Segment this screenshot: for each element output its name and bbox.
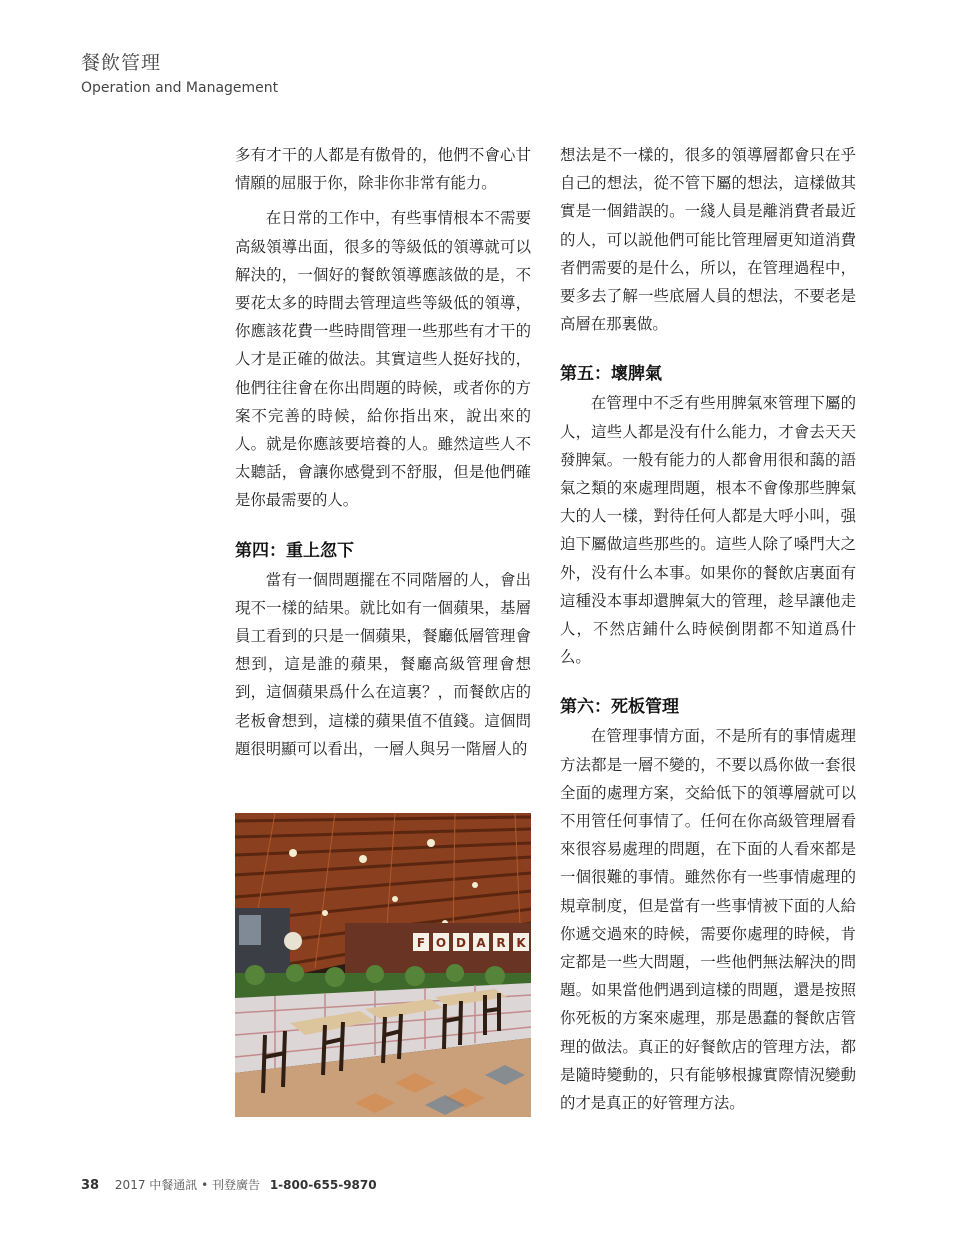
page-number: 38 bbox=[81, 1178, 100, 1193]
running-header bbox=[81, 48, 278, 96]
section-heading-5: 第五：壞脾氣 bbox=[560, 364, 662, 385]
section-heading-4: 第四：重上忽下 bbox=[235, 540, 354, 561]
paragraph: 在管理事情方面，不是所有的事情處理方法都是一層不變的，不要以爲你做一套很全面的處理方案，交給低下的領導層就可以不用管任何事情了。任何在你高級管理層看來很容易處理的問題，在下面的人看來都是一個很難的事情。雖然你有一些事情處理的規章制度，但是當有一些事情被下面的人給你遞交過來的時候，需要你處理的時候，肯定都是一些大問題，一些他們無法解決的問題。如果當他們遇到這樣的問題，還是按照你死板的方案來處理，那是愚蠢的餐飲店管理的做法。真正的好餐飲店的管理方法，都是隨時變動的，只有能够根據實際情況變動的才是真正的好管理方法。 bbox=[560, 727, 856, 1113]
paragraph: 想法是不一樣的，很多的領導層都會只在乎自己的想法，從不管下屬的想法，這樣做其實是一個錯誤的。一綫人員是離消費者最近的人，可以説他們可能比管理層更知道消費者們需要的是什么，所以，在管理過程中，要多去了解一些底層人員的想法，不要老是高層在那裏做。 bbox=[560, 146, 856, 334]
phone-number: 1-800-655-9870 bbox=[269, 1178, 377, 1192]
paragraph: 在日常的工作中，有些事情根本不需要高級領導出面，很多的等級低的領導就可以解決的，一個好的餐飲領導應該做的是，不要花太多的時間去管理這些等級低的領導，你應該花費一些時間管理一些那些有才干的人才是正確的做法。其實這些人挺好找的，他們往往會在你出問題的時候，或者你的方案不完善的時候，給你指出來，說出來的人。就是你應該要培養的人。雖然這些人不太聽話，會讓你感覺到不舒服，但是他們確是你最需要的人。 bbox=[235, 209, 531, 510]
page-footer bbox=[81, 1176, 377, 1193]
paragraph: 在管理中不乏有些用脾氣來管理下屬的人，這些人都是没有什么能力，才會去天天發脾氣。一般有能力的人都會用很和藹的語氣之類的來處理問題，根本不會像那些脾氣大的人一樣，對待任何人都是大呼小叫，强迫下屬做這些那些的。這些人除了嗓門大之外，没有什么本事。如果你的餐飲店裏面有這種没本事却還脾氣大的管理，趁早讓他走人，不然店鋪什么時候倒閉都不知道爲什么。 bbox=[560, 394, 856, 667]
sign-letter: K bbox=[516, 936, 526, 950]
sign-letter: D bbox=[456, 936, 466, 950]
section-title-chinese: 餐飲管理 bbox=[81, 52, 162, 74]
sign-letter: R bbox=[496, 936, 506, 950]
paragraph: 多有才干的人都是有傲骨的，他們不會心甘情願的屈服于你，除非你非常有能力。 bbox=[235, 146, 531, 193]
restaurant-interior-photo bbox=[235, 813, 531, 1117]
sign-letter: O bbox=[435, 936, 447, 950]
sign-letter: F bbox=[416, 936, 426, 950]
publication-info: 2017 中餐通訊 • 刊登廣告 bbox=[114, 1178, 260, 1192]
right-column bbox=[560, 141, 856, 1124]
left-column bbox=[235, 141, 531, 770]
section-heading-6: 第六：死板管理 bbox=[560, 697, 679, 718]
sign-letter: A bbox=[476, 936, 486, 950]
paragraph: 當有一個問題擺在不同階層的人，會出現不一樣的結果。就比如有一個蘋果，基層員工看到的只是一個蘋果，餐廳低層管理會想到，這是誰的蘋果，餐廳高級管理會想到，這個蘋果爲什么在這裏？，而餐飲店的老板會想到，這樣的蘋果值不值錢。這個問題很明顯可以看出，一層人與另一階層人的 bbox=[235, 570, 531, 758]
section-title-english: Operation and Management bbox=[81, 80, 279, 96]
